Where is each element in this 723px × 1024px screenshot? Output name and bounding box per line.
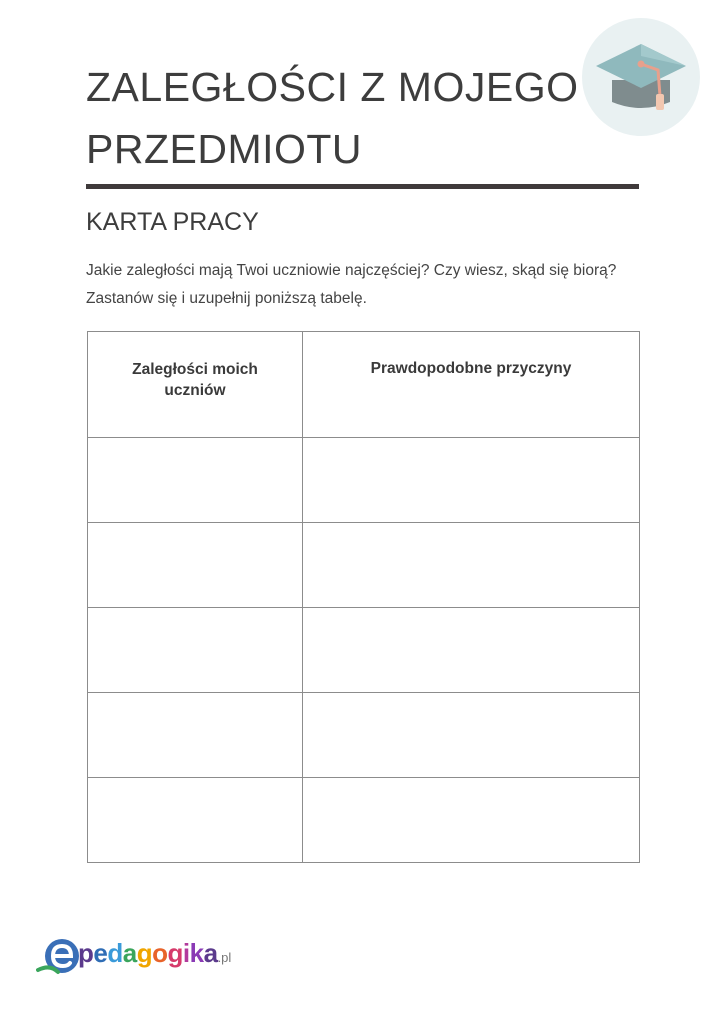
page-title-line-2: PRZEDMIOTU <box>86 126 363 172</box>
column-header-backlogs: Zaległości moich uczniów <box>88 332 303 438</box>
backlog-cell[interactable] <box>88 438 303 523</box>
backlog-cell[interactable] <box>88 778 303 863</box>
table-header-row <box>88 332 640 438</box>
logo-letter: o <box>152 938 168 968</box>
table-row <box>88 608 640 693</box>
backlog-cell[interactable] <box>88 608 303 693</box>
logo-wordmark <box>78 938 231 969</box>
cause-cell[interactable] <box>303 523 640 608</box>
table-row <box>88 438 640 523</box>
title-divider <box>86 184 639 189</box>
table-row <box>88 778 640 863</box>
cause-cell[interactable] <box>303 608 640 693</box>
logo-letter: g <box>136 938 153 968</box>
table-row <box>88 523 640 608</box>
logo-letter: p <box>78 938 94 968</box>
graduation-cap-icon <box>582 18 700 136</box>
table-row <box>88 693 640 778</box>
logo-tld: .pl <box>217 950 232 965</box>
cause-cell[interactable] <box>303 438 640 523</box>
backlog-cell[interactable] <box>88 693 303 778</box>
logo-letter: a <box>203 938 218 968</box>
column-header-causes: Prawdopodobne przyczyny <box>303 332 640 438</box>
page-title <box>86 56 586 180</box>
epedagogika-e-logo-icon <box>36 934 84 982</box>
cause-cell[interactable] <box>303 778 640 863</box>
logo-letter: a <box>122 938 137 968</box>
worksheet-table <box>87 331 640 863</box>
logo-letter: k <box>189 938 204 968</box>
logo-letter: g <box>167 938 183 968</box>
logo-letter: i <box>182 938 190 968</box>
worksheet-subtitle: KARTA PRACY <box>86 208 259 236</box>
epedagogika-logo <box>36 934 266 982</box>
cause-cell[interactable] <box>303 693 640 778</box>
page-title-line-1: ZALEGŁOŚCI Z MOJEGO <box>86 64 579 110</box>
logo-letter: e <box>93 938 108 968</box>
worksheet-instructions: Jakie zaległości mają Twoi uczniowie najczęściej? Czy wiesz, skąd się biorą? Zastanów się i uzupełnij poniższą tabelę. <box>86 262 617 307</box>
backlog-cell[interactable] <box>88 523 303 608</box>
logo-letter: d <box>107 938 123 968</box>
